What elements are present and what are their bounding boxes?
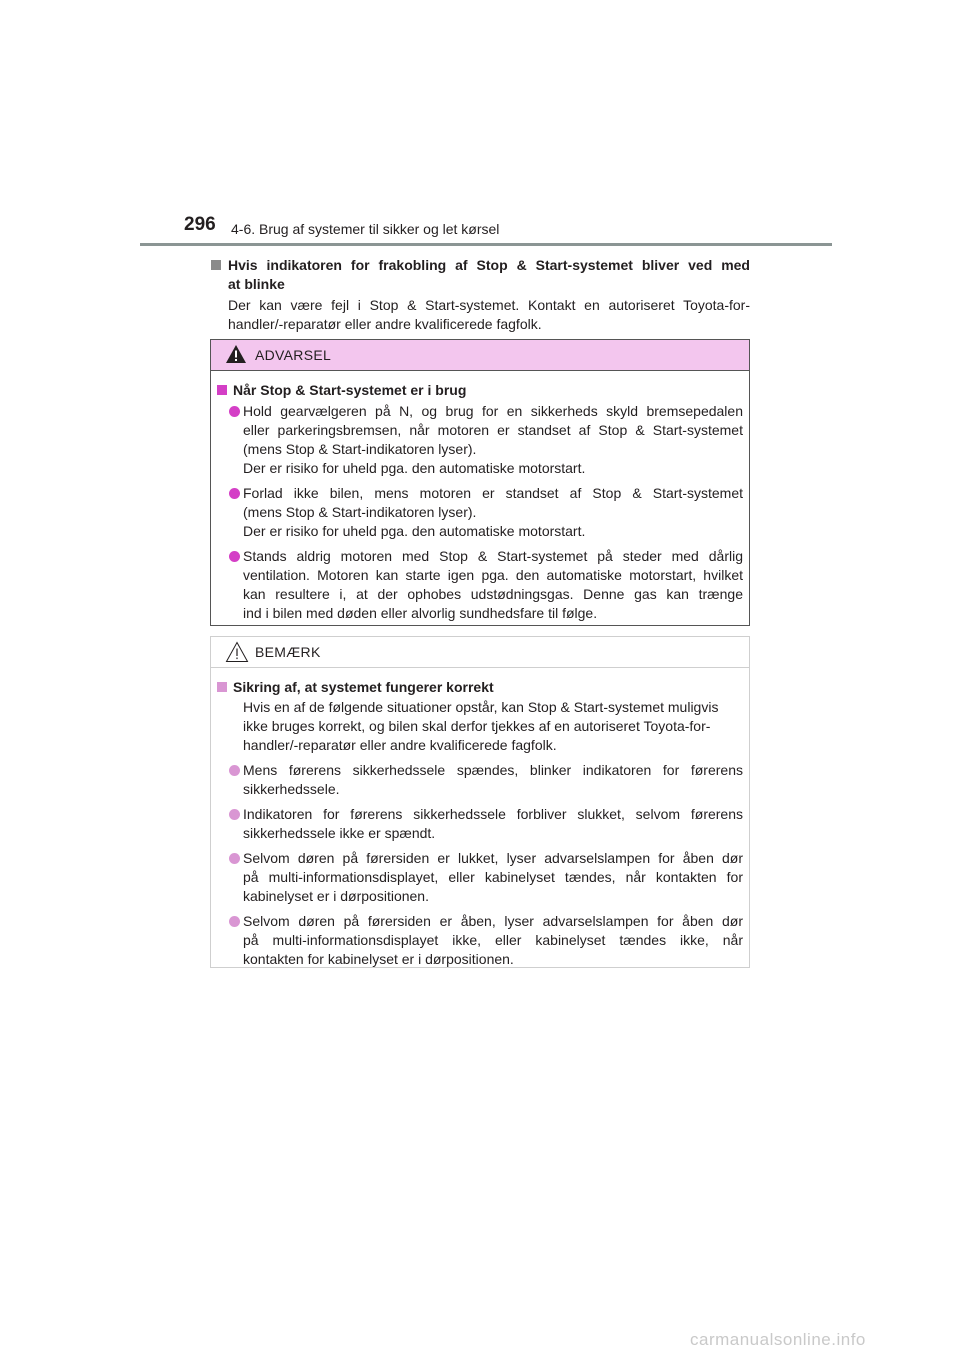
square-bullet-icon [211, 260, 221, 270]
para-line: ikke bruges korrekt, og bilen skal derfor tjekkes af en autoriseret Toyota-for- [243, 718, 711, 734]
bullet-line: Indikatoren for førerens sikkerhedssele forbliver slukket, selvom førerens [243, 806, 743, 822]
warning-subheading-text: Når Stop & Start-systemet er i brug [233, 382, 467, 398]
bullet-line: ventilation. Motoren kan starte igen pga. den automatiske motorstart, hvilket [243, 567, 743, 583]
intro-heading [210, 256, 750, 294]
bullet-line: kan resultere i, at der ophobes udstødningsgas. Denne gas kan trænge [243, 586, 743, 602]
round-bullet-icon [229, 809, 240, 820]
bullet-line: sikkerhedssele ikke er spændt. [243, 825, 436, 841]
intro-heading-line: Hvis indikatoren for frakobling af Stop & Start-systemet bliver ved med [228, 257, 750, 273]
bullet-line: på multi-informationsdisplayet, eller kabinelyset tændes, når kontakten for [243, 869, 743, 885]
chapter-title: 4-6. Brug af systemer til sikker og let kørsel [231, 221, 500, 237]
intro-section [210, 256, 750, 334]
intro-para-line: handler/-reparatør eller andre kvalificerede fagfolk. [228, 316, 542, 332]
bullet-line: (mens Stop & Start-indikatoren lyser). [243, 504, 477, 520]
notice-subheading-text: Sikring af, at systemet fungerer korrekt [233, 679, 494, 695]
round-bullet-icon [229, 406, 240, 417]
bullet-line: på multi-informationsdisplayet ikke, eller kabinelyset tændes ikke, når [243, 932, 743, 948]
warning-body [211, 371, 749, 623]
square-bullet-icon [217, 682, 227, 692]
notice-body [211, 668, 749, 969]
bullet-line: Der er risiko for uheld pga. den automatiske motorstart. [243, 460, 586, 476]
warning-triangle-icon [225, 344, 247, 364]
bullet-line: Mens førerens sikkerhedssele spændes, blinker indikatoren for førerens [243, 762, 743, 778]
warning-bullet [217, 547, 743, 623]
round-bullet-icon [229, 853, 240, 864]
notice-bullet [217, 761, 743, 799]
bullet-line: (mens Stop & Start-indikatoren lyser). [243, 441, 477, 457]
bullet-line: Hold gearvælgeren på N, og brug for en sikkerheds skyld bremsepedalen [243, 403, 743, 419]
notice-subheading [217, 678, 743, 697]
page-number: 296 [184, 214, 216, 235]
warning-subheading [217, 381, 743, 400]
para-line: Hvis en af de følgende situationer opstår, kan Stop & Start-systemet muligvis [243, 699, 719, 715]
intro-heading-line: at blinke [228, 276, 285, 292]
intro-para-line: Der kan være fejl i Stop & Start-systemet. Kontakt en autoriseret Toyota-for- [228, 297, 750, 313]
round-bullet-icon [229, 551, 240, 562]
notice-title: BEMÆRK [255, 644, 321, 660]
bullet-line: Selvom døren på førersiden er åben, lyser advarselslampen for åben dør [243, 913, 743, 929]
warning-box [210, 339, 750, 626]
warning-bullet [217, 484, 743, 541]
notice-triangle-icon [225, 641, 249, 663]
bullet-line: Forlad ikke bilen, mens motoren er standset af Stop & Start-systemet [243, 485, 743, 501]
notice-bullet [217, 849, 743, 906]
intro-paragraph [210, 296, 750, 334]
round-bullet-icon [229, 765, 240, 776]
notice-header [211, 637, 749, 668]
bullet-line: Der er risiko for uheld pga. den automatiske motorstart. [243, 523, 586, 539]
notice-paragraph [217, 698, 743, 755]
bullet-line: Selvom døren på førersiden er lukket, lyser advarselslampen for åben dør [243, 850, 743, 866]
round-bullet-icon [229, 916, 240, 927]
square-bullet-icon [217, 385, 227, 395]
para-line: handler/-reparatør eller andre kvalificerede fagfolk. [243, 737, 557, 753]
bullet-line: kontakten for kabinelyset er i dørpositionen. [243, 951, 514, 967]
warning-bullet [217, 402, 743, 478]
warning-header [211, 340, 749, 371]
bullet-line: Stands aldrig motoren med Stop & Start-systemet på steder med dårlig [243, 548, 743, 564]
notice-box [210, 636, 750, 968]
notice-bullet [217, 912, 743, 969]
bullet-line: eller parkeringsbremsen, når motoren er standset af Stop & Start-systemet [243, 422, 743, 438]
bullet-line: kabinelyset er i dørpositionen. [243, 888, 429, 904]
round-bullet-icon [229, 488, 240, 499]
notice-bullet [217, 805, 743, 843]
bullet-line: ind i bilen med døden eller alvorlig sundhedsfare til følge. [243, 605, 598, 621]
warning-title: ADVARSEL [255, 347, 332, 363]
watermark: carmanualsonline.info [690, 1330, 866, 1349]
bullet-line: sikkerhedssele. [243, 781, 340, 797]
header-rule [140, 243, 832, 246]
